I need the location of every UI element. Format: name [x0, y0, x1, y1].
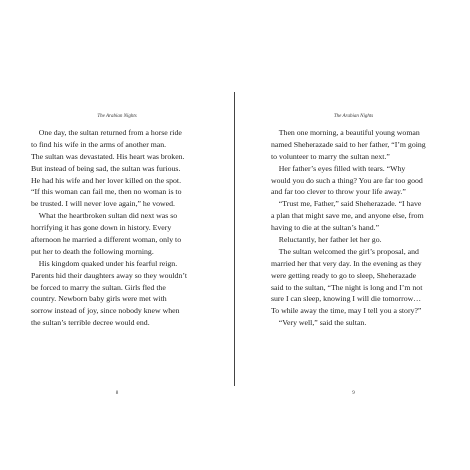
text-line: sorrow instead of joy, since nobody knew when — [31, 306, 180, 316]
text-line: horrifying it has gone down in history. Every — [31, 223, 172, 233]
text-line: would you do such a thing? You are far too good — [271, 175, 423, 185]
text-line: Reluctantly, her father let her go. — [271, 235, 382, 245]
text-line: One day, the sultan returned from a horse ride — [31, 128, 182, 137]
text-line: and far too clever to throw your life away.” — [271, 187, 406, 197]
text-line: said to the sultan, “The night is long and I’m not — [271, 282, 423, 292]
text-line: “If this woman can fail me, then no woman is to — [31, 187, 182, 197]
running-head: The Arabian Nights — [333, 114, 374, 119]
text-line: But instead of being sad, the sultan was furious. — [31, 163, 181, 173]
text-line: His kingdom quaked under his fearful reign. — [31, 258, 178, 268]
text-line: country. Newborn baby girls were met with — [31, 294, 167, 304]
text-line: having to die at the sultan’s hand.” — [271, 223, 380, 233]
text-line: be trusted. I will never love again,” he vowed. — [31, 199, 175, 209]
body-text — [271, 127, 467, 329]
text-line: Then one morning, a beautiful young woman — [271, 128, 420, 137]
text-line: to volunteer to marry the sultan next.” — [271, 151, 390, 161]
text-line: be forced to marry the sultan. Girls fled the — [31, 282, 166, 292]
text-line: the sultan’s terrible decree would end. — [31, 318, 150, 328]
page-number: 9 — [352, 391, 355, 396]
text-line: What the heartbroken sultan did next was so — [31, 211, 178, 221]
running-head: The Arabian Nights — [97, 114, 137, 119]
text-line: The sultan welcomed the girl’s proposal, and — [271, 246, 419, 256]
text-line: “Very well,” said the sultan. — [271, 318, 367, 328]
text-line: Parents hid their daughters away so they wouldn’t — [31, 270, 187, 280]
right-page — [237, 0, 470, 470]
text-line: a plan that might save me, and anyone else, from — [271, 211, 424, 221]
text-line: Her father’s eyes filled with tears. “Why — [271, 163, 406, 173]
text-line: He had his wife and her lover killed on the spot. — [31, 175, 182, 185]
text-line: afternoon he married a different woman, only to — [31, 235, 182, 245]
text-line: put her to death the following morning. — [31, 246, 154, 256]
gutter-divider — [234, 92, 235, 386]
text-line: were getting ready to go to sleep, Sheherazade — [271, 270, 417, 280]
body-text — [31, 127, 227, 329]
left-page — [0, 0, 234, 470]
text-line: named Sheherazade said to her father, “I’m going — [271, 139, 426, 149]
text-line: The sultan was devastated. His heart was broken. — [31, 151, 185, 161]
text-line: married her that very day. In the evening as they — [271, 258, 422, 268]
text-line: To while away the time, may I tell you a story?” — [271, 306, 422, 316]
text-line: “Trust me, Father,” said Sheherazade. “I have — [271, 199, 422, 209]
text-line: sure I can sleep, knowing I will die tomorrow… — [271, 294, 422, 304]
page-number: 8 — [115, 391, 119, 396]
text-line: to find his wife in the arms of another man. — [31, 139, 167, 149]
